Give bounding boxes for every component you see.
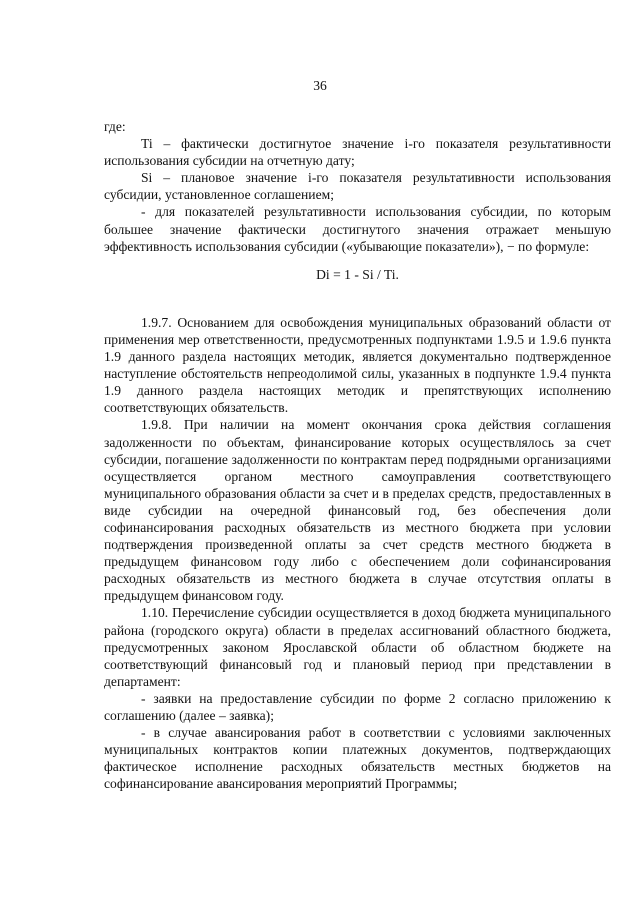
paragraph-1-9-8: 1.9.8. При наличии на момент окончания срока действия соглашения задолженности по объектам, финансирование которых осуществлялось за счет субсидии, погашение задолженности по контрактам перед подрядными организациями осуществляется органом местного самоуправления соответствующего муниципального образования области за счет и в пределах средств, предоставленных в виде субсидии на очередной финансовый год, без обеспечения доли софинансирования расходных обязательств из местного бюджета при условии подтверждения произведенной оплаты за счет средств местного бюджета в предыдущем финансовом году либо с обеспечением доли софинансирования расходных обязательств из местного бюджета в случае отсутствия оплаты в предыдущем финансовом году. <box>104 417 611 604</box>
list-item-application: - заявки на предоставление субсидии по форме 2 согласно приложению к соглашению (далее – заявка); <box>104 690 611 723</box>
where-label: где: <box>104 119 126 134</box>
definition-ti: Ti – фактически достигнутое значение i-го показателя результативности использования субсидии на отчетную дату; <box>104 136 611 169</box>
page-number: 36 <box>313 78 327 93</box>
decreasing-indicators-paragraph: - для показателей результативности использования субсидии, по которым большее значение фактически достигнутого значения отражает меньшую эффективность использования субсидии («убывающие показатели»), − по формуле: <box>104 204 611 254</box>
paragraph-1-10: 1.10. Перечисление субсидии осуществляется в доход бюджета муниципального района (городского округа) области в пределах ассигнований областного бюджета, предусмотренных законом Ярославской области об областном бюджете на соответствующий финансовый год и плановый период при представлении в департамент: <box>104 605 611 689</box>
paragraph-1-9-7: 1.9.7. Основанием для освобождения муниципальных образований области от применения мер ответственности, предусмотренных подпунктами 1.9.5 и 1.9.6 пункта 1.9 данного раздела настоящих методик, является документально подтвержденное наступление обстоятельств непреодолимой силы, указанных в подпункте 1.9.4 пункта 1.9 данного раздела настоящих методик и препятствующих исполнению соответствующих обязательств. <box>104 314 611 416</box>
definition-si: Si – плановое значение i-го показателя результативности использования субсидии, установленное соглашением; <box>104 170 611 203</box>
document-body <box>104 118 611 792</box>
formula: Di = 1 - Si / Ti. <box>316 266 399 282</box>
list-item-advance-payment: - в случае авансирования работ в соответствии с условиями заключенных муниципальных контрактов копии платежных документов, подтверждающих фактическое исполнение расходных обязательств местных бюджетов на софинансирование авансирования мероприятий Программы; <box>104 725 611 792</box>
